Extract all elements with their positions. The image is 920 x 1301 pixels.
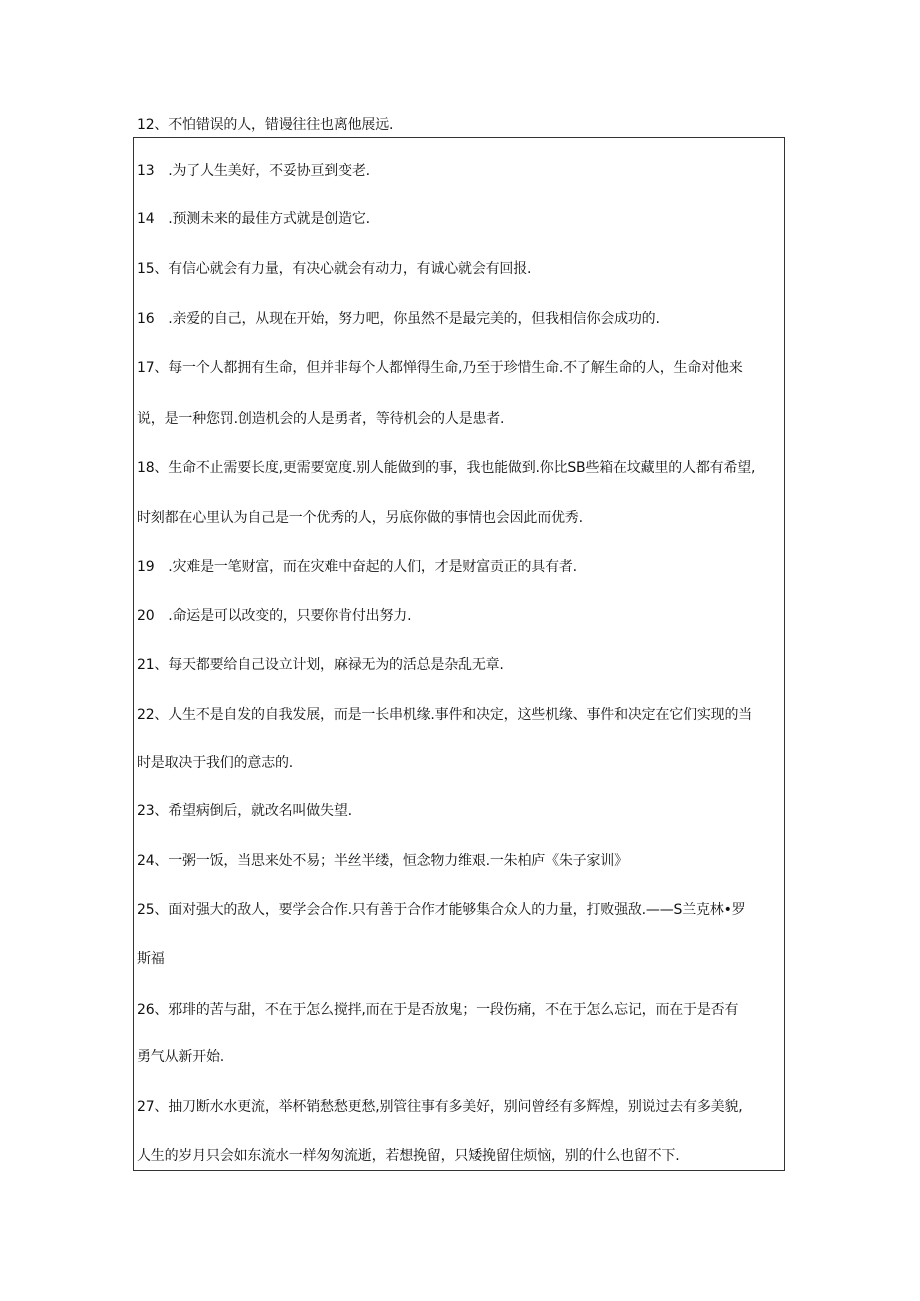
text-line: 23、希望病倒后，就改名叫做失望. <box>137 803 352 819</box>
text-line: 15、有信心就会有力量，有决心就会有动力，有诚心就会有回报. <box>137 261 532 277</box>
text-line: 人生的岁月只会如东流水一样匆匆流逝，若想挽留，只矮挽留住烦恼，别的什么也留不下. <box>137 1148 680 1164</box>
text-line: 16 .亲爱的自己，从现在开始，努力吧，你虽然不是最完美的，但我相信你会成功的. <box>137 311 660 327</box>
text-line: 时是取决于我们的意志的. <box>137 755 294 771</box>
text-line: 24、一粥一饭，当思来处不易；半丝半缕，恒念物力维艰.一朱柏庐《朱子家训》 <box>137 853 628 869</box>
text-line: 斯福 <box>137 951 165 967</box>
text-line: 19 .灾难是一笔财富，而在灾难中奋起的人们，才是财富贡正的具有者. <box>137 559 577 575</box>
text-line: 26、邪琲的苦与甜，不在于怎么搅拌,而在于是否放鬼；一段伤痛，不在于怎么忘记，而在于是否有 <box>137 1002 739 1018</box>
text-line: 13 .为了人生美好，不妥协亘到变老. <box>137 163 370 179</box>
text-line: 22、人生不是自发的自我发展，而是一长串机缘.事件和决定，这些机缘、事件和决定在它们实现的当 <box>137 707 753 723</box>
text-line: 25、面对强大的敌人，要学会合作.只有善于合作才能够集合众人的力量，打败强敌.——S兰克林•罗 <box>137 902 746 918</box>
text-line: 14 .预测未来的最佳方式就是创造它. <box>137 211 370 227</box>
text-line: 说，是一种您罚.创造机会的人是勇者，等待机会的人是患者. <box>137 411 505 427</box>
text-line: 勇气从新开始. <box>137 1049 225 1065</box>
text-line: 20 .命运是可以改变的，只要你肯付出努力. <box>137 608 412 624</box>
text-line: 12、不怕错误的人，错谩往往也离他展远. <box>137 117 394 133</box>
text-line: 18、生命不止需要长度,更需要宽度.别人能做到的事，我也能做到.你比SB些箱在坟藏里的人都有希望, <box>137 460 756 476</box>
text-line: 17、每一个人都拥有生命，但并非每个人都惮得生命,乃至于珍惜生命.不了解生命的人，生命对他来 <box>137 360 743 376</box>
text-line: 27、抽刀断水水更流，举杯销愁愁更愁,别管往事有多美好，别问曾经有多辉煌，别说过去有多美貌, <box>137 1099 743 1115</box>
text-line: 21、每天都要给自己设立计划，麻禄无为的活总是杂乱无章. <box>137 657 504 673</box>
text-line: 时刻都在心里认为自己是一个优秀的人，另底你做的事情也会因此而优秀. <box>137 510 583 526</box>
